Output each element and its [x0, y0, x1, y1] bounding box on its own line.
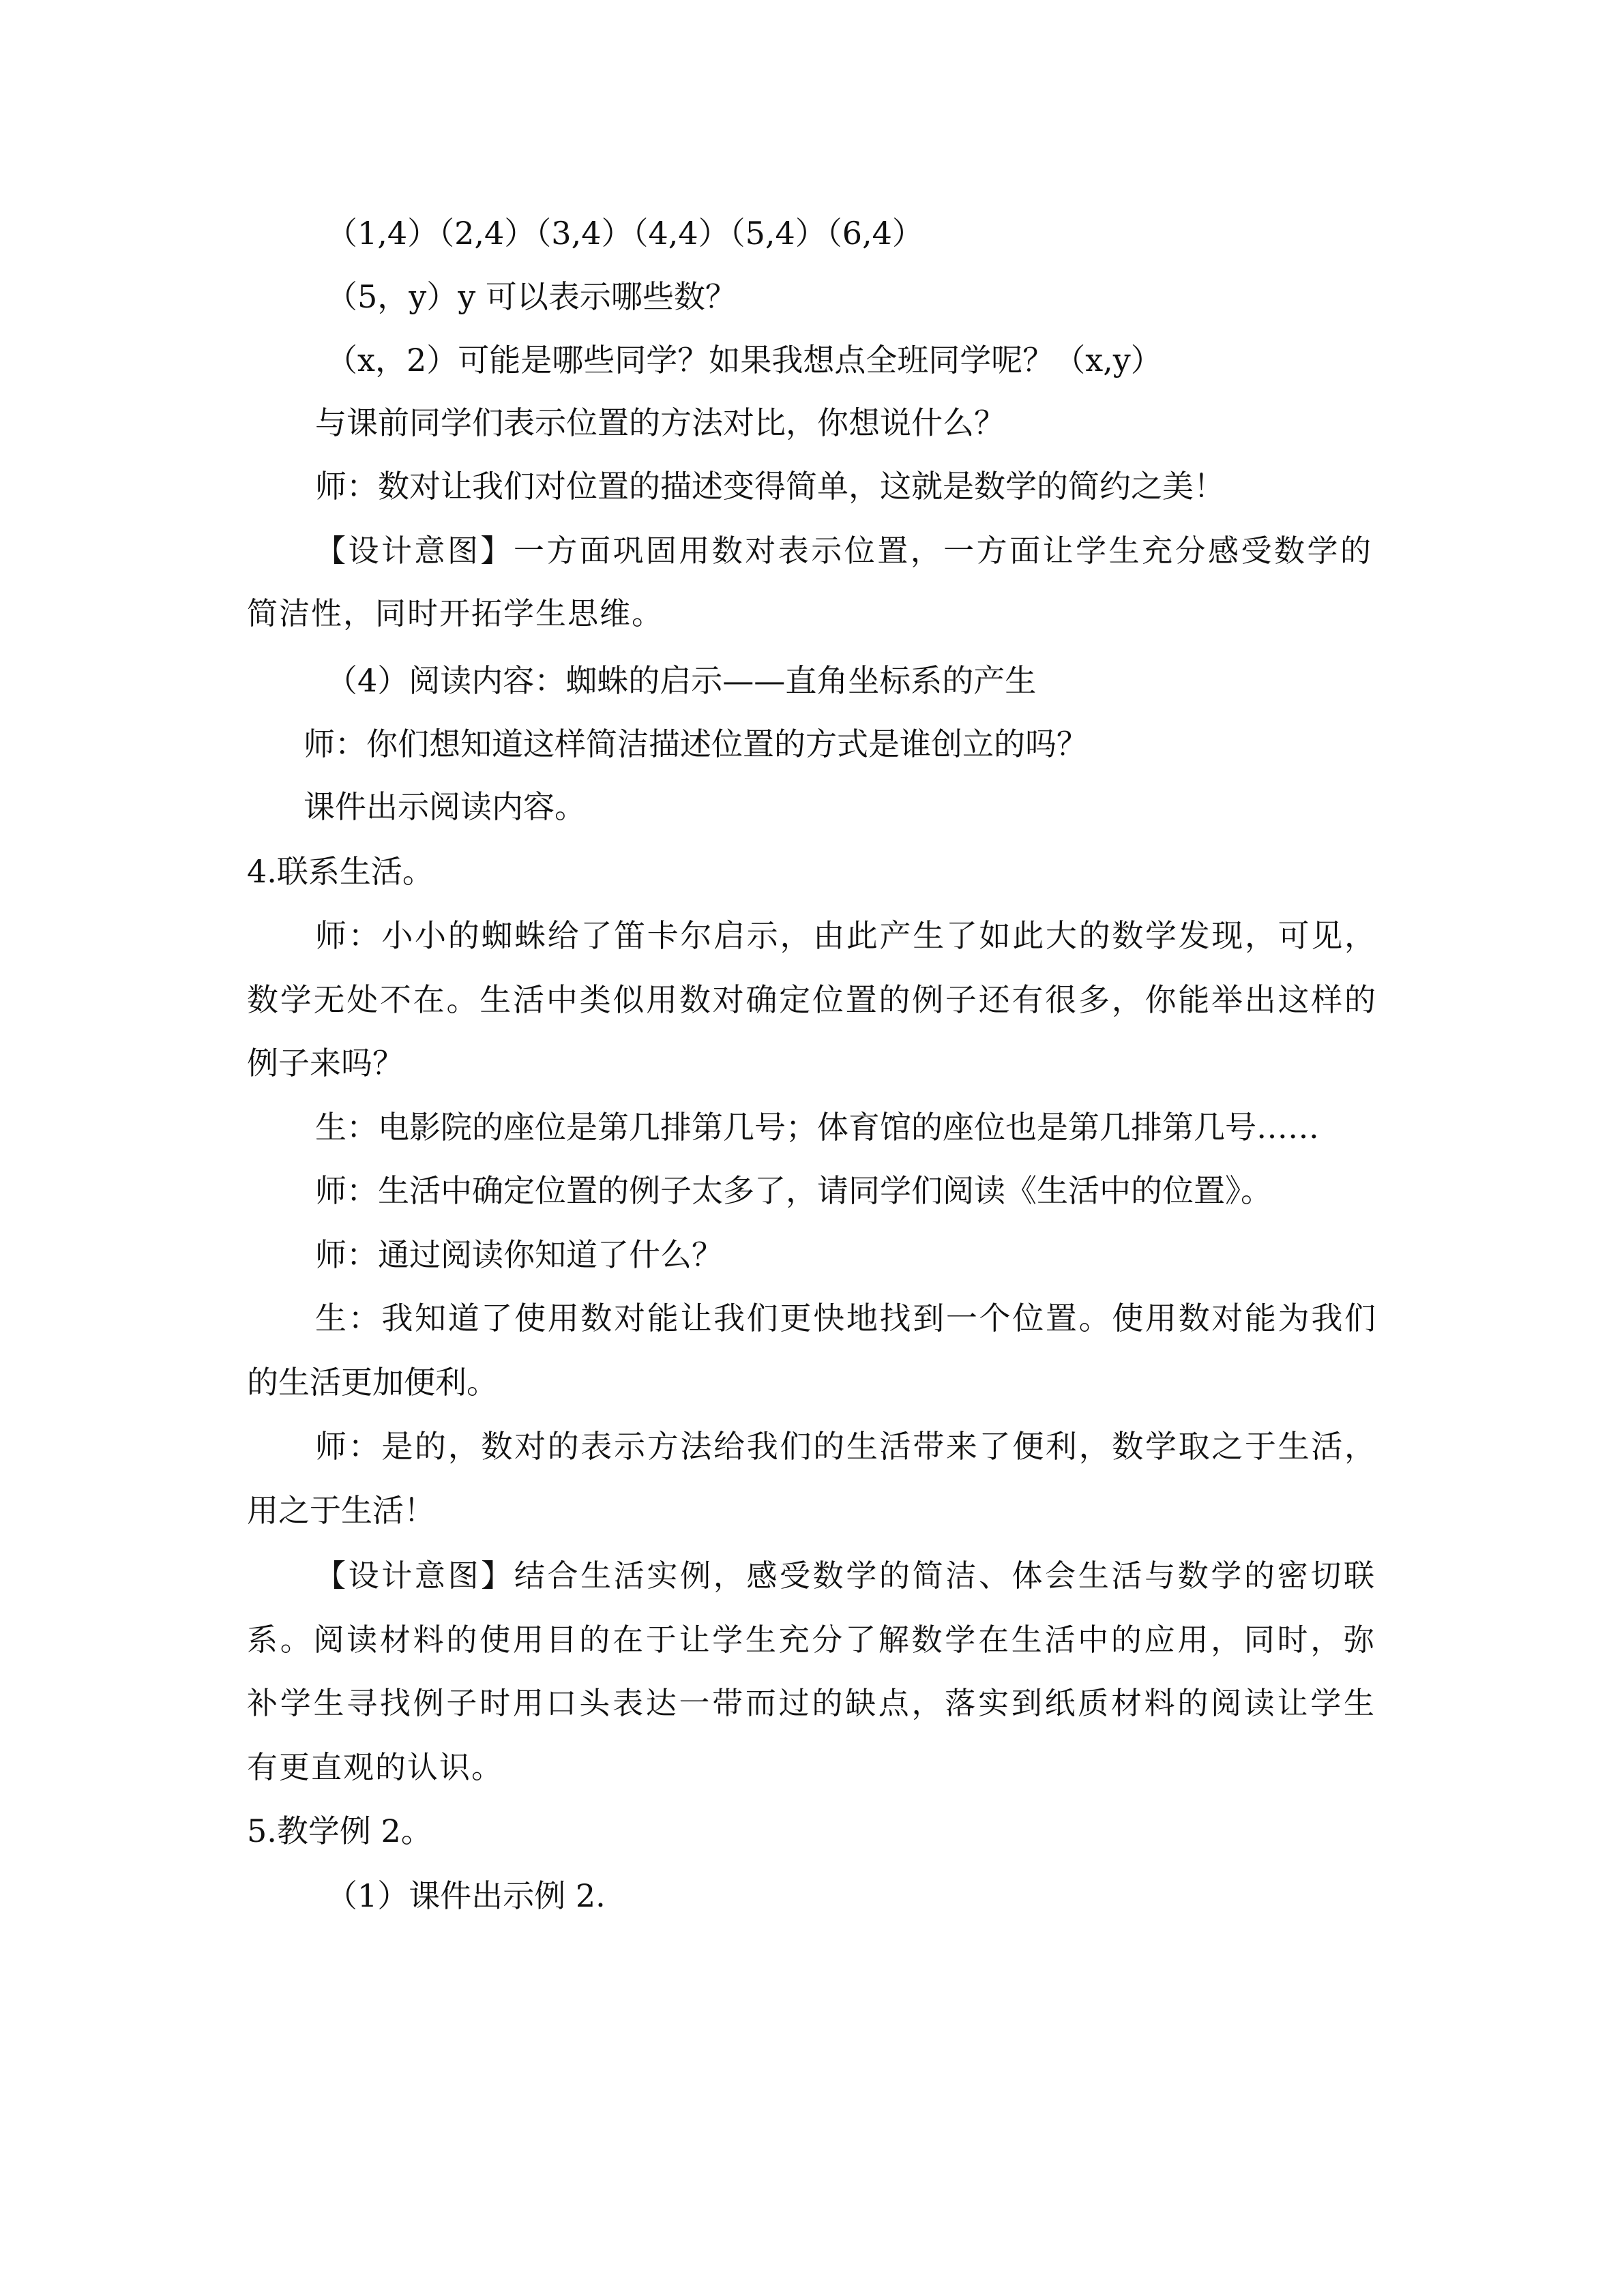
design-intent-2-line-2: 系。阅读材料的使用目的在于让学生充分了解数学在生活中的应用，同时，弥	[247, 1622, 1376, 1658]
design-intent-1-line-1: 【设计意图】一方面巩固用数对表示位置，一方面让学生充分感受数学的	[315, 533, 1372, 569]
section-heading-5: 5.教学例 2。	[247, 1813, 432, 1849]
reading-heading: （4）阅读内容：蜘蛛的启示——直角坐标系的产生	[326, 662, 1037, 699]
teacher-question-inventor: 师：你们想知道这样简洁描述位置的方式是谁创立的吗？	[304, 726, 1088, 762]
student-answer-cinema: 生：电影院的座位是第几排第几号；体育馆的座位也是第几排第几号……	[315, 1109, 1319, 1146]
coordinate-list-line: （1,4）（2,4）（3,4）（4,4）（5,4）（6,4）	[326, 215, 924, 252]
courseware-reading-line: 课件出示阅读内容。	[304, 788, 586, 825]
design-intent-2-line-1: 【设计意图】结合生活实例，感受数学的简洁、体会生活与数学的密切联	[315, 1557, 1376, 1594]
teacher-conclusion-line-2: 用之于生活！	[247, 1492, 435, 1529]
teacher-spider-line-3: 例子来吗？	[247, 1045, 404, 1082]
teacher-reading-prompt: 师：生活中确定位置的例子太多了，请同学们阅读《生活中的位置》。	[315, 1172, 1272, 1209]
section-heading-4: 4.联系生活。	[247, 853, 434, 890]
teacher-summary-line: 师：数对让我们对位置的描述变得简单，这就是数学的简约之美！	[315, 468, 1225, 505]
teacher-spider-line-1: 师：小小的蜘蛛给了笛卡尔启示，由此产生了如此大的数学发现，可见，	[315, 917, 1376, 954]
teacher-conclusion-line-1: 师：是的，数对的表示方法给我们的生活带来了便利，数学取之于生活，	[315, 1428, 1376, 1465]
student-answer-line-1: 生：我知道了使用数对能让我们更快地找到一个位置。使用数对能为我们	[315, 1300, 1376, 1337]
teacher-question-learned: 师：通过阅读你知道了什么？	[315, 1236, 723, 1273]
teacher-spider-line-2: 数学无处不在。生活中类似用数对确定位置的例子还有很多，你能举出这样的	[247, 981, 1376, 1018]
comparison-question: 与课前同学们表示位置的方法对比，你想说什么？	[315, 404, 1005, 441]
question-x2: （x，2）可能是哪些同学？如果我想点全班同学呢？（x,y）	[326, 342, 1162, 378]
design-intent-1-line-2: 简洁性，同时开拓学生思维。	[247, 595, 664, 631]
design-intent-2-line-4: 有更直观的认识。	[247, 1749, 504, 1785]
student-answer-line-2: 的生活更加便利。	[247, 1364, 498, 1401]
courseware-example-2: （1）课件出示例 2.	[326, 1877, 606, 1914]
question-5y: （5，y）y 可以表示哪些数？	[326, 278, 737, 315]
design-intent-2-line-3: 补学生寻找例子时用口头表达一带而过的缺点，落实到纸质材料的阅读让学生	[247, 1685, 1376, 1721]
